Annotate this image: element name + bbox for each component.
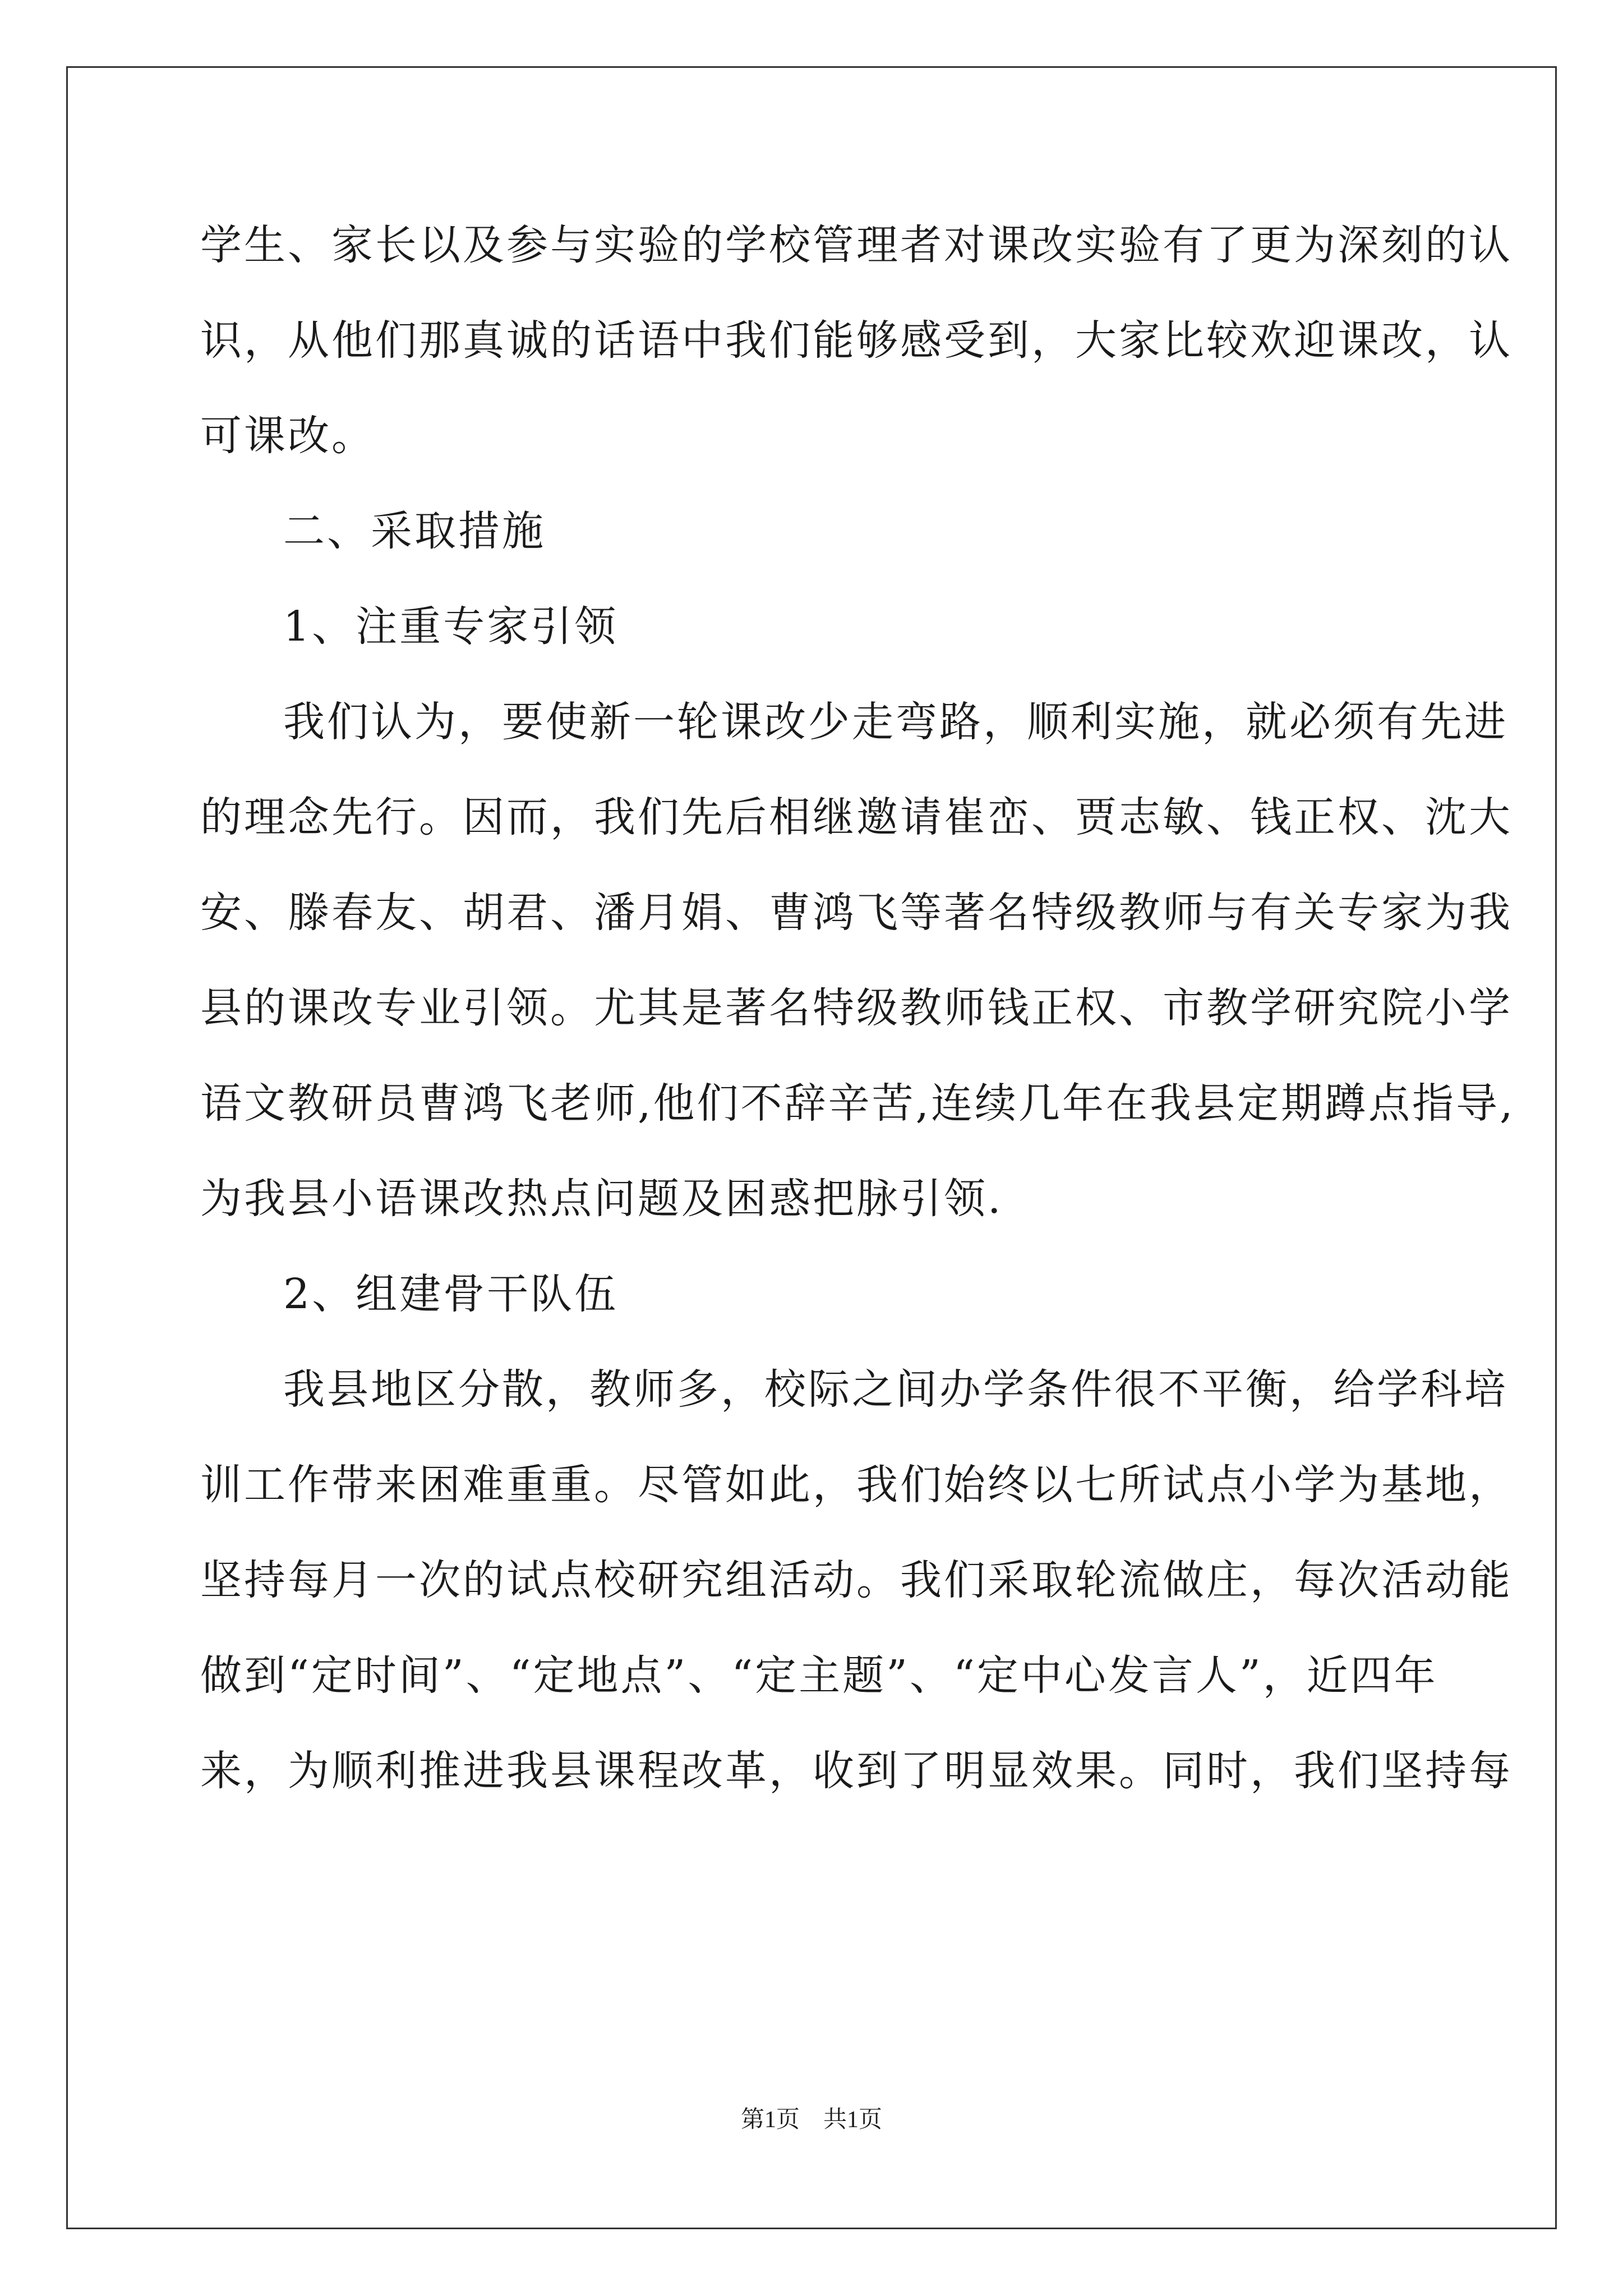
text-line-13: 我县地区分散，教师多，校际之间办学条件很不平衡，给学科培	[283, 1365, 1508, 1414]
text-line-3: 可课改。	[200, 412, 375, 460]
text-line-1: 学生、家长以及参与实验的学校管理者对课改实验有了更为深刻的认	[200, 221, 1513, 269]
text-line-15: 坚持每月一次的试点校研究组活动。我们采取轮流做庄，每次活动能	[200, 1556, 1513, 1604]
text-line-11: 为我县小语课改热点问题及困惑把脉引领.	[200, 1175, 1003, 1223]
text-line-9: 县的课改专业引领。尤其是著名特级教师钱正权、市教学研究院小学	[200, 984, 1513, 1032]
subsection-heading-1: 1、注重专家引领	[283, 602, 619, 651]
text-line-10: 语文教研员曹鸿飞老师,他们不辞辛苦,连续几年在我县定期蹲点指导,	[200, 1079, 1515, 1128]
text-line-17: 来，为顺利推进我县课程改革，收到了明显效果。同时，我们坚持每	[200, 1747, 1513, 1795]
page-border	[66, 66, 1557, 2229]
subsection-heading-2: 2、组建骨干队伍	[283, 1270, 619, 1318]
text-line-8: 安、滕春友、胡君、潘月娟、曹鸿飞等著名特级教师与有关专家为我	[200, 889, 1513, 937]
text-line-2: 识，从他们那真诚的话语中我们能够感受到，大家比较欢迎课改，认	[200, 316, 1513, 365]
text-line-16: 做到“定时间”、“定地点”、“定主题”、“定中心发言人”，近四年	[200, 1651, 1438, 1700]
text-line-14: 训工作带来困难重重。尽管如此，我们始终以七所试点小学为基地，	[200, 1461, 1513, 1509]
section-heading: 二、采取措施	[283, 507, 546, 555]
text-line-7: 的理念先行。因而，我们先后相继邀请崔峦、贾志敏、钱正权、沈大	[200, 793, 1513, 841]
text-line-6: 我们认为，要使新一轮课改少走弯路，顺利实施，就必须有先进	[283, 698, 1508, 746]
page-footer: 第1页 共1页	[740, 2107, 882, 2133]
